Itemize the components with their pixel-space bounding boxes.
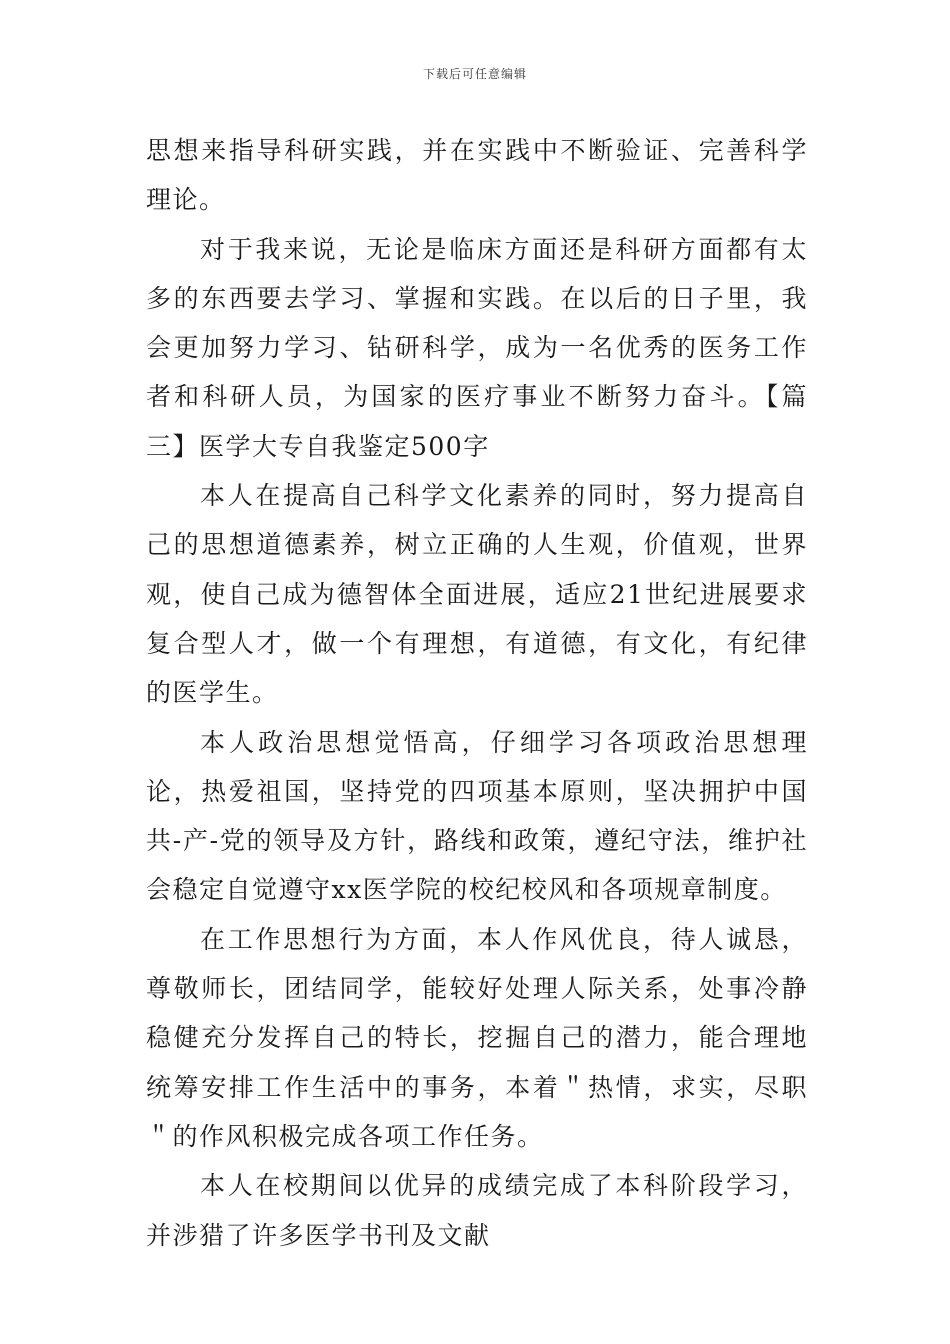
paragraph-future-plans: 对于我来说，无论是临床方面还是科研方面都有太多的东西要去学习、掌握和实践。在以后的日子里，我会更加努力学习、钻研科学，成为一名优秀的医务工作者和科研人员，为国家的医疗事业不断努力奋斗。【篇三】医学大专自我鉴定500字 (146, 234, 808, 461)
paragraph-continuation: 思想来指导科研实践，并在实践中不断验证、完善科学理论。 (146, 136, 808, 215)
paragraph-self-improvement: 本人在提高自己科学文化素养的同时，努力提高自己的思想道德素养，树立正确的人生观，价值观，世界观，使自己成为德智体全面进展，适应21世纪进展要求复合型人才，做一个有理想，有道德，有文化，有纪律的医学生。 (146, 481, 808, 708)
paragraph-political-thought: 本人政治思想觉悟高，仔细学习各项政治思想理论，热爱祖国，坚持党的四项基本原则，坚决拥护中国共-产-党的领导及方针，路线和政策，遵纪守法，维护社会稳定自觉遵守xx医学院的校纪校风和各项规章制度。 (146, 727, 808, 905)
paragraph-studies: 本人在校期间以优异的成绩完成了本科阶段学习，并涉猎了许多医学书刊及文献 (146, 1171, 808, 1250)
page-header: 下载后可任意编辑 (422, 67, 527, 81)
paragraph-work-conduct: 在工作思想行为方面，本人作风优良，待人诚恳，尊敬师长，团结同学，能较好处理人际关系，处事冷静稳健充分发挥自己的特长，挖掘自己的潜力，能合理地统筹安排工作生活中的事务，本着＂热情，求实，尽职＂的作风积极完成各项工作任务。 (146, 924, 808, 1151)
document-body (146, 126, 808, 1260)
